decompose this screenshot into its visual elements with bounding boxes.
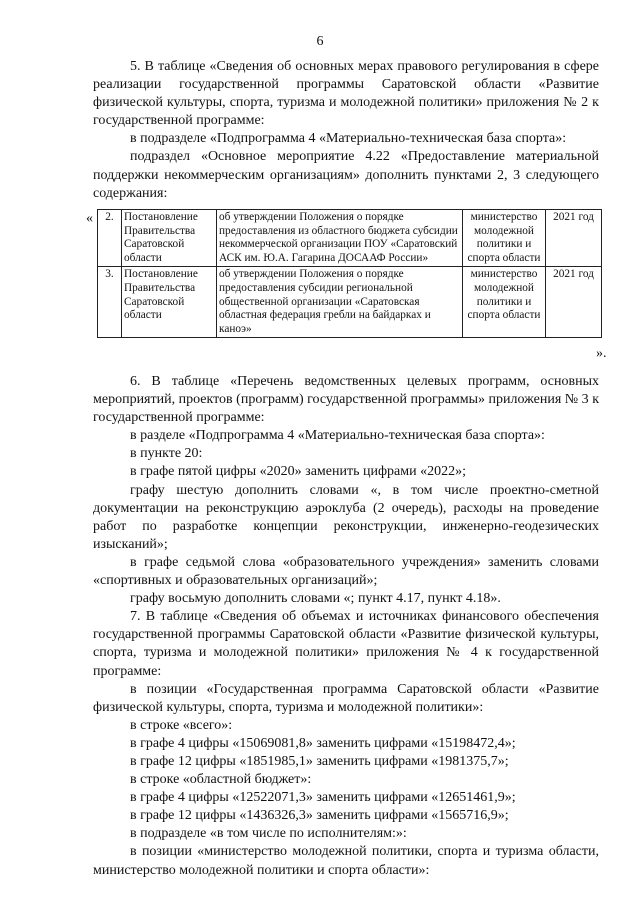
executor: министерство молодежной политики и спорта области [463,267,546,338]
table-close-quote: ». [596,346,607,361]
year: 2021 год [546,267,602,338]
page-number: 6 [316,34,324,49]
doc-subject: об утверждении Положения о порядке предоставления субсидии региональной общественной организации «Саратовская областная федерация гребли на байдарках и каноэ» [217,267,463,338]
paragraph: в позиции «министерство молодежной политики, спорта и туризма области, министерство молодежной политики и спорта области»: [93,844,599,878]
paragraph: 7. В таблице «Сведения об объемах и источниках финансового обеспечения государственной программы Саратовской области «Развитие физической культуры, спорта, туризма и молодежной политики» приложения № 4 к государственной программе: [93,609,599,679]
paragraph: 6. В таблице «Перечень ведомственных целевых программ, основных мероприятий, проектов (программ) государственной программы» приложения № 3 к государственной программе: [93,374,599,426]
paragraph: в строке «областной бюджет»: [130,772,312,788]
paragraph: в позиции «Государственная программа Саратовской области «Развитие физической культуры, спорта, туризма и молодежной политики»: [93,681,599,715]
paragraph: в графе 4 цифры «15069081,8» заменить цифрами «15198472,4»; [130,735,516,751]
paragraph: графу шестую дополнить словами «, в том числе проектно-сметной документации на реконструкцию аэроклуба (2 очередь), расходы на проведение работ по разработке концепции реконструкции, инженерно-геодезических изысканий»; [93,482,599,552]
paragraph: в строке «всего»: [130,717,233,733]
paragraph: в подразделе «Подпрограмма 4 «Материально-техническая база спорта»: [130,131,567,147]
doc-type: Постановление Правительства Саратовской области [122,210,217,267]
paragraph: в графе 4 цифры «12522071,3» заменить цифрами «12651461,9»; [130,790,516,806]
paragraph: в графе седьмой слова «образовательного учреждения» заменить словами «спортивных и образовательных организаций»; [93,554,599,589]
table-open-quote: « [86,211,93,226]
paragraph: в пункте 20: [130,446,203,462]
year: 2021 год [546,210,602,267]
bottom-text [93,373,599,880]
paragraph: в графе 12 цифры «1436326,3» заменить цифрами «1565716,9»; [130,808,509,824]
doc-type: Постановление Правительства Саратовской области [122,267,217,338]
paragraph: в графе пятой цифры «2020» заменить цифрами «2022»; [130,464,466,480]
table-row [98,267,602,338]
paragraph: подраздел «Основное мероприятие 4.22 «Предоставление материальной поддержки некоммерческим организациям» дополнить пунктами 2, 3 следующего содержания: [93,149,599,201]
top-text [93,58,599,203]
amendment-table [97,209,602,338]
table-row [98,210,602,267]
paragraph: графу восьмую дополнить словами «; пункт 4.17, пункт 4.18». [130,591,501,607]
paragraph: в подразделе «в том числе по исполнителям:»: [130,826,407,842]
doc-subject: об утверждении Положения о порядке предоставления из областного бюджета субсидии некоммерческой организации ПОУ «Саратовский АСК им. Ю.А. Гагарина ДОСААФ России» [217,210,463,267]
paragraph: в разделе «Подпрограмма 4 «Материально-техническая база спорта»: [130,428,545,444]
row-number: 3. [98,267,122,338]
paragraph: в графе 12 цифры «1851985,1» заменить цифрами «1981375,7»; [130,753,509,769]
executor: министерство молодежной политики и спорта области [463,210,546,267]
row-number: 2. [98,210,122,267]
paragraph: 5. В таблице «Сведения об основных мерах правового регулирования в сфере реализации государственной программы Саратовской области «Развитие физической культуры, спорта, туризма и молодежной политики» приложения № 2 к государственной программе: [93,59,599,129]
